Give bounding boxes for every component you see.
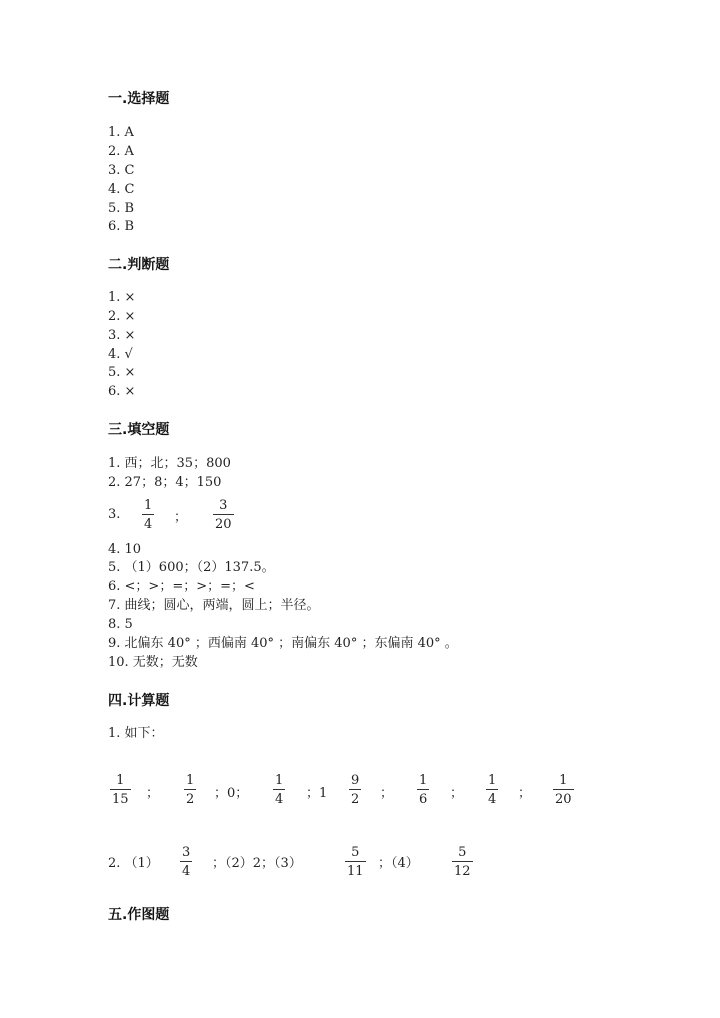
answer-line: 9. 北偏东 40° ；西偏南 40° ；南偏东 40° ；东偏南 40° 。 <box>108 636 458 651</box>
fraction-denominator: 4 <box>182 864 191 879</box>
fraction-bar <box>273 789 285 790</box>
fraction <box>142 498 154 532</box>
fraction <box>349 773 361 807</box>
fraction-bar <box>452 861 473 862</box>
fraction-denominator: 2 <box>186 792 195 807</box>
fraction-numerator: 1 <box>144 498 153 513</box>
fraction <box>486 773 498 807</box>
fraction-bar <box>417 789 429 790</box>
fraction-denominator: 4 <box>144 517 153 532</box>
fraction-denominator: 11 <box>347 864 364 879</box>
fraction-bar <box>345 861 366 862</box>
answer-line: 5. （1）600；（2）137.5。 <box>108 560 275 575</box>
separator: ； <box>518 786 532 801</box>
answer-line: 1. × <box>108 290 136 305</box>
fraction-bar <box>349 789 361 790</box>
fraction-bar <box>184 789 196 790</box>
fraction-numerator: 1 <box>186 773 195 788</box>
fraction-denominator: 4 <box>275 792 284 807</box>
fraction <box>345 845 366 879</box>
answer-line: 4. 10 <box>108 542 142 557</box>
answer-line: 3. C <box>108 163 135 178</box>
answer-line: 2. 27；8；4；150 <box>108 475 222 490</box>
answer-label: 2. （1） <box>108 856 159 871</box>
fraction-bar <box>213 514 234 515</box>
separator: ；0； <box>214 786 249 801</box>
answer-line: 5. B <box>108 201 135 216</box>
fraction-numerator: 5 <box>458 845 467 860</box>
separator: ； <box>450 786 464 801</box>
fraction <box>417 773 429 807</box>
answer-line: 1. 如下： <box>108 726 164 741</box>
answer-line: 6. <；>；=；>；=；< <box>108 579 255 594</box>
fraction-bar <box>180 861 192 862</box>
fraction-numerator: 1 <box>116 773 125 788</box>
fraction-numerator: 1 <box>275 773 284 788</box>
answer-line: 6. × <box>108 384 136 399</box>
answer-line: 4. C <box>108 182 135 197</box>
fraction <box>213 498 234 532</box>
answer-line: 4. √ <box>108 347 133 362</box>
fraction-numerator: 3 <box>219 498 228 513</box>
answer-line: 6. B <box>108 219 135 234</box>
fraction-numerator: 1 <box>419 773 428 788</box>
fraction-denominator: 4 <box>488 792 497 807</box>
answer-line: 8. 5 <box>108 617 133 632</box>
fraction-denominator: 20 <box>555 792 572 807</box>
fraction-numerator: 1 <box>559 773 568 788</box>
separator: ；1 <box>306 786 328 801</box>
section-title-judge: 二.判断题 <box>108 257 170 273</box>
fraction <box>110 773 131 807</box>
fraction-denominator: 12 <box>454 864 471 879</box>
fraction-bar <box>110 789 131 790</box>
answer-line: 3. × <box>108 328 136 343</box>
answer-line: 2. A <box>108 144 134 159</box>
fraction-numerator: 5 <box>351 845 360 860</box>
fraction-numerator: 1 <box>488 773 497 788</box>
section-title-draw: 五.作图题 <box>108 907 170 923</box>
fraction-numerator: 3 <box>182 845 191 860</box>
fraction-denominator: 20 <box>215 517 232 532</box>
section-title-fill: 三.填空题 <box>108 422 170 438</box>
answer-line: 2. × <box>108 309 136 324</box>
fraction-bar <box>486 789 498 790</box>
answer-line: 10. 无数；无数 <box>108 655 198 670</box>
fraction <box>553 773 574 807</box>
separator: ；（4） <box>378 856 419 871</box>
answer-line: 1. A <box>108 125 134 140</box>
fraction-numerator: 9 <box>351 773 360 788</box>
separator: ；（2）2；（3） <box>212 856 302 871</box>
fraction-denominator: 2 <box>351 792 360 807</box>
answer-label: 3. <box>108 507 121 522</box>
answer-line: 5. × <box>108 365 136 380</box>
fraction-denominator: 6 <box>419 792 428 807</box>
fraction-bar <box>142 514 154 515</box>
separator: ； <box>380 786 394 801</box>
separator: ； <box>146 786 160 801</box>
fraction-bar <box>553 789 574 790</box>
section-title-calc: 四.计算题 <box>108 693 170 709</box>
section-title-choice: 一.选择题 <box>108 91 170 107</box>
fraction <box>452 845 473 879</box>
fraction <box>273 773 285 807</box>
fraction <box>180 845 192 879</box>
separator: ； <box>174 510 188 525</box>
fraction <box>184 773 196 807</box>
answer-line: 7. 曲线；圆心，两端，圆上；半径。 <box>108 598 320 613</box>
fraction-denominator: 15 <box>112 792 129 807</box>
answer-line: 1. 西；北；35；800 <box>108 456 231 471</box>
